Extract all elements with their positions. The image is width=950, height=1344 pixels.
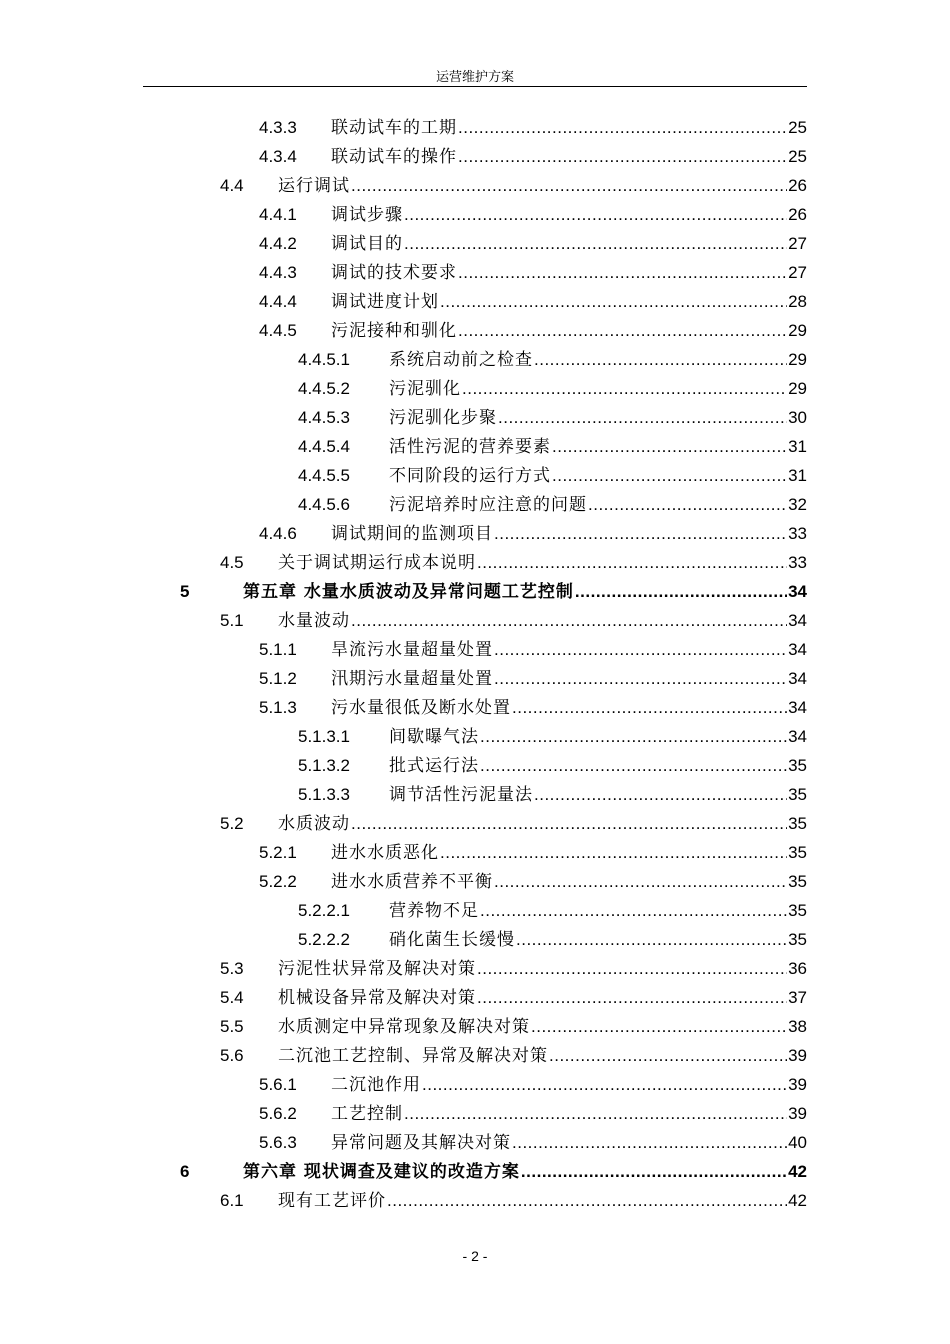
toc-entry-line (331, 287, 807, 317)
toc-entry[interactable] (0, 374, 950, 403)
toc-entry-number: 5.4 (220, 988, 244, 1007)
toc-entry-title: 旱流污水量超量处置 (331, 640, 493, 660)
toc-entry-page: 35 (788, 901, 807, 920)
toc-entry-line (389, 345, 807, 375)
toc-entry-number: 5.1.3 (259, 698, 297, 717)
toc-entry[interactable] (0, 693, 950, 722)
toc-entry-line (331, 258, 807, 288)
toc-entry-line (389, 780, 807, 810)
toc-entry-line (278, 171, 807, 201)
toc-dot-leader (462, 374, 787, 403)
toc-dot-leader (351, 606, 787, 635)
toc-dot-leader (494, 664, 787, 693)
toc-entry-number: 4.4.5.4 (298, 437, 350, 456)
toc-entry-number: 4.4.5.1 (298, 350, 350, 369)
toc-dot-leader (531, 1012, 787, 1041)
toc-dot-leader (552, 432, 787, 461)
toc-entry-page: 35 (788, 930, 807, 949)
toc-entry-number: 5.2 (220, 814, 244, 833)
toc-entry-page: 35 (788, 785, 807, 804)
toc-entry-page: 39 (788, 1075, 807, 1094)
toc-entry-line (331, 1128, 807, 1158)
toc-entry[interactable] (0, 1041, 950, 1070)
toc-entry-number: 4.4.5.2 (298, 379, 350, 398)
toc-entry-title: 机械设备异常及解决对策 (278, 988, 476, 1008)
toc-entry-number: 6.1 (220, 1191, 244, 1210)
toc-entry-page: 36 (788, 959, 807, 978)
toc-entry-line (278, 1012, 807, 1042)
toc-entry-line (331, 635, 807, 665)
toc-dot-leader (404, 1099, 787, 1128)
toc-dot-leader (480, 751, 787, 780)
toc-entry-line (331, 113, 807, 143)
toc-entry-page: 34 (788, 669, 807, 688)
toc-entry-number: 5.6.2 (259, 1104, 297, 1123)
toc-entry-page: 35 (788, 872, 807, 891)
toc-entry-page: 33 (788, 553, 807, 572)
toc-entry[interactable] (0, 287, 950, 316)
toc-entry-line (331, 838, 807, 868)
toc-entry-line (389, 374, 807, 404)
toc-entry[interactable] (0, 345, 950, 374)
toc-entry-line (278, 606, 807, 636)
header-divider (143, 86, 807, 87)
toc-entry-page: 40 (788, 1133, 807, 1152)
toc-entry[interactable] (0, 838, 950, 867)
toc-entry-number: 4.4.5.6 (298, 495, 350, 514)
toc-entry-number: 5.6.3 (259, 1133, 297, 1152)
toc-entry-title: 活性污泥的营养要素 (389, 437, 551, 457)
toc-entry-number: 5.3 (220, 959, 244, 978)
toc-entry-page: 29 (788, 321, 807, 340)
toc-entry-title: 二沉池作用 (331, 1075, 421, 1095)
toc-entry[interactable] (0, 432, 950, 461)
toc-entry-title: 批式运行法 (389, 756, 479, 776)
toc-entry-title: 异常问题及其解决对策 (331, 1133, 511, 1153)
toc-entry-number: 5.1 (220, 611, 244, 630)
toc-entry[interactable] (0, 403, 950, 432)
toc-entry-page: 33 (788, 524, 807, 543)
toc-entry-number: 4.4.5.3 (298, 408, 350, 427)
toc-entry-title: 进水水质恶化 (331, 843, 439, 863)
toc-entry[interactable] (0, 1128, 950, 1157)
toc-entry-page: 42 (788, 1191, 807, 1210)
toc-entry-line (331, 867, 807, 897)
toc-dot-leader (534, 345, 787, 374)
page-header-title: 运营维护方案 (435, 70, 514, 85)
toc-entry[interactable] (0, 1070, 950, 1099)
toc-dot-leader (422, 1070, 787, 1099)
toc-entry-line (331, 142, 807, 172)
toc-dot-leader (575, 577, 787, 606)
toc-dot-leader (404, 229, 787, 258)
toc-entry-number: 5 (180, 582, 190, 601)
toc-entry[interactable] (0, 780, 950, 809)
toc-dot-leader (351, 171, 787, 200)
toc-entry-title: 污泥驯化步聚 (389, 408, 497, 428)
toc-entry[interactable] (0, 1099, 950, 1128)
toc-entry-title: 调试期间的监测项目 (331, 524, 493, 544)
toc-entry[interactable] (0, 258, 950, 287)
toc-dot-leader (521, 1157, 787, 1186)
toc-dot-leader (404, 200, 787, 229)
toc-entry-number: 4.3.3 (259, 118, 297, 137)
toc-entry[interactable] (0, 925, 950, 954)
toc-entry[interactable] (0, 664, 950, 693)
toc-entry-number: 5.2.2 (259, 872, 297, 891)
toc-entry-line (278, 809, 807, 839)
toc-entry-page: 30 (788, 408, 807, 427)
toc-entry-title: 间歇曝气法 (389, 727, 479, 747)
toc-entry-title: 调试步骤 (331, 205, 403, 225)
toc-entry-page: 39 (788, 1046, 807, 1065)
toc-entry-title: 污泥接种和驯化 (331, 321, 457, 341)
toc-entry-title: 污泥驯化 (389, 379, 461, 399)
toc-entry-title: 运行调试 (278, 176, 350, 196)
toc-entry[interactable] (0, 722, 950, 751)
toc-entry-line (278, 1041, 807, 1071)
toc-entry-title: 营养物不足 (389, 901, 479, 921)
toc-entry-title: 联动试车的工期 (331, 118, 457, 138)
toc-entry[interactable] (0, 809, 950, 838)
toc-entry-title: 污泥性状异常及解决对策 (278, 959, 476, 979)
toc-entry-page: 42 (788, 1162, 807, 1181)
toc-entry-page: 25 (788, 118, 807, 137)
toc-entry-number: 4.4.1 (259, 205, 297, 224)
toc-entry-title: 工艺控制 (331, 1104, 403, 1124)
toc-entry-title: 进水水质营养不平衡 (331, 872, 493, 892)
toc-entry[interactable] (0, 229, 950, 258)
toc-entry-title: 污水量很低及断水处置 (331, 698, 511, 718)
toc-entry[interactable] (0, 490, 950, 519)
toc-dot-leader (440, 838, 787, 867)
toc-entry-page: 39 (788, 1104, 807, 1123)
toc-entry-title: 水质测定中异常现象及解决对策 (278, 1017, 530, 1037)
toc-dot-leader (512, 1128, 787, 1157)
toc-entry-line (331, 229, 807, 259)
toc-dot-leader (512, 693, 787, 722)
toc-entry-line (278, 983, 807, 1013)
toc-entry-title: 不同阶段的运行方式 (389, 466, 551, 486)
toc-entry-line (389, 751, 807, 781)
toc-entry-number: 5.5 (220, 1017, 244, 1036)
toc-dot-leader (552, 461, 787, 490)
toc-dot-leader (498, 403, 787, 432)
toc-entry-line (243, 1157, 807, 1187)
toc-entry-line (389, 722, 807, 752)
toc-dot-leader (458, 113, 787, 142)
toc-entry-page: 31 (788, 466, 807, 485)
toc-entry-line (331, 519, 807, 549)
toc-entry-number: 5.6.1 (259, 1075, 297, 1094)
toc-dot-leader (549, 1041, 787, 1070)
toc-entry-title: 硝化菌生长缓慢 (389, 930, 515, 950)
toc-entry-title: 调试进度计划 (331, 292, 439, 312)
toc-entry[interactable] (0, 867, 950, 896)
toc-entry-line (331, 693, 807, 723)
toc-entry-line (389, 432, 807, 462)
toc-entry-number: 5.1.1 (259, 640, 297, 659)
toc-dot-leader (458, 258, 787, 287)
toc-entry[interactable] (0, 1186, 950, 1215)
toc-entry-line (331, 316, 807, 346)
toc-entry[interactable] (0, 113, 950, 142)
toc-entry[interactable] (0, 171, 950, 200)
toc-entry-line (389, 490, 807, 520)
toc-entry-number: 4.4 (220, 176, 244, 195)
toc-entry-title: 调试目的 (331, 234, 403, 254)
toc-entry-page: 29 (788, 350, 807, 369)
toc-dot-leader (387, 1186, 787, 1215)
toc-dot-leader (480, 722, 787, 751)
toc-entry[interactable] (0, 954, 950, 983)
toc-entry-number: 4.4.5 (259, 321, 297, 340)
toc-entry-line (331, 1070, 807, 1100)
toc-entry-number: 5.1.3.2 (298, 756, 350, 775)
toc-entry-page: 31 (788, 437, 807, 456)
toc-entry-number: 5.2.1 (259, 843, 297, 862)
toc-entry-title: 汛期污水量超量处置 (331, 669, 493, 689)
toc-entry-page: 29 (788, 379, 807, 398)
toc-entry-page: 35 (788, 756, 807, 775)
toc-entry-line (331, 664, 807, 694)
toc-entry-title: 调试的技术要求 (331, 263, 457, 283)
toc-entry-line (278, 548, 807, 578)
toc-entry[interactable] (0, 200, 950, 229)
toc-entry-title: 水量波动 (278, 611, 350, 631)
toc-entry-number: 5.6 (220, 1046, 244, 1065)
toc-entry[interactable] (0, 316, 950, 345)
toc-dot-leader (516, 925, 787, 954)
toc-entry[interactable] (0, 751, 950, 780)
toc-dot-leader (494, 519, 787, 548)
toc-entry[interactable] (0, 461, 950, 490)
toc-entry-page: 26 (788, 176, 807, 195)
toc-entry-number: 4.4.6 (259, 524, 297, 543)
toc-entry-page: 34 (788, 698, 807, 717)
toc-entry-title: 现有工艺评价 (278, 1191, 386, 1211)
toc-entry-number: 4.4.5.5 (298, 466, 350, 485)
toc-entry-line (389, 461, 807, 491)
toc-dot-leader (534, 780, 787, 809)
toc-entry-title: 第五章 水量水质波动及异常问题工艺控制 (243, 582, 574, 602)
toc-entry-page: 26 (788, 205, 807, 224)
toc-dot-leader (477, 983, 787, 1012)
toc-entry-line (331, 200, 807, 230)
table-of-contents (0, 113, 950, 1215)
toc-entry[interactable] (0, 142, 950, 171)
toc-dot-leader (440, 287, 787, 316)
toc-entry[interactable] (0, 548, 950, 577)
toc-entry-number: 4.3.4 (259, 147, 297, 166)
toc-dot-leader (494, 635, 787, 664)
toc-entry-title: 关于调试期运行成本说明 (278, 553, 476, 573)
toc-entry-number: 5.1.2 (259, 669, 297, 688)
toc-entry-number: 5.2.2.2 (298, 930, 350, 949)
toc-entry-line (389, 925, 807, 955)
toc-dot-leader (458, 142, 787, 171)
toc-entry-line (243, 577, 807, 607)
toc-entry[interactable] (0, 519, 950, 548)
toc-entry-page: 34 (788, 727, 807, 746)
toc-dot-leader (477, 954, 787, 983)
toc-dot-leader (588, 490, 787, 519)
toc-entry-number: 4.4.4 (259, 292, 297, 311)
toc-entry-page: 35 (788, 814, 807, 833)
toc-entry-page: 27 (788, 263, 807, 282)
toc-entry-title: 水质波动 (278, 814, 350, 834)
toc-entry-page: 37 (788, 988, 807, 1007)
toc-entry-line (389, 896, 807, 926)
toc-entry-number: 4.4.2 (259, 234, 297, 253)
toc-entry-page: 32 (788, 495, 807, 514)
toc-entry-page: 27 (788, 234, 807, 253)
toc-dot-leader (480, 896, 787, 925)
page-number: - 2 - (462, 1248, 488, 1264)
toc-dot-leader (494, 867, 787, 896)
toc-entry-number: 6 (180, 1162, 190, 1181)
toc-entry-page: 35 (788, 843, 807, 862)
toc-entry-number: 5.1.3.1 (298, 727, 350, 746)
toc-entry-page: 34 (788, 582, 807, 601)
toc-entry[interactable] (0, 577, 950, 606)
toc-entry-line (278, 954, 807, 984)
toc-entry[interactable] (0, 1012, 950, 1041)
toc-entry-page: 25 (788, 147, 807, 166)
toc-entry[interactable] (0, 983, 950, 1012)
toc-entry-number: 5.1.3.3 (298, 785, 350, 804)
toc-dot-leader (458, 316, 787, 345)
toc-entry[interactable] (0, 606, 950, 635)
toc-entry-title: 调节活性污泥量法 (389, 785, 533, 805)
toc-entry-page: 38 (788, 1017, 807, 1036)
toc-entry-page: 34 (788, 640, 807, 659)
toc-dot-leader (477, 548, 787, 577)
toc-entry-line (278, 1186, 807, 1216)
toc-entry-page: 28 (788, 292, 807, 311)
toc-entry[interactable] (0, 1157, 950, 1186)
toc-entry-title: 系统启动前之检查 (389, 350, 533, 370)
toc-entry-line (389, 403, 807, 433)
toc-entry-number: 4.5 (220, 553, 244, 572)
toc-entry-title: 第六章 现状调查及建议的改造方案 (243, 1162, 520, 1182)
toc-dot-leader (351, 809, 787, 838)
toc-entry-page: 34 (788, 611, 807, 630)
toc-entry[interactable] (0, 896, 950, 925)
toc-entry[interactable] (0, 635, 950, 664)
toc-entry-title: 联动试车的操作 (331, 147, 457, 167)
toc-entry-number: 4.4.3 (259, 263, 297, 282)
toc-entry-title: 二沉池工艺控制、异常及解决对策 (278, 1046, 548, 1066)
toc-entry-number: 5.2.2.1 (298, 901, 350, 920)
toc-entry-line (331, 1099, 807, 1129)
toc-entry-title: 污泥培养时应注意的问题 (389, 495, 587, 515)
